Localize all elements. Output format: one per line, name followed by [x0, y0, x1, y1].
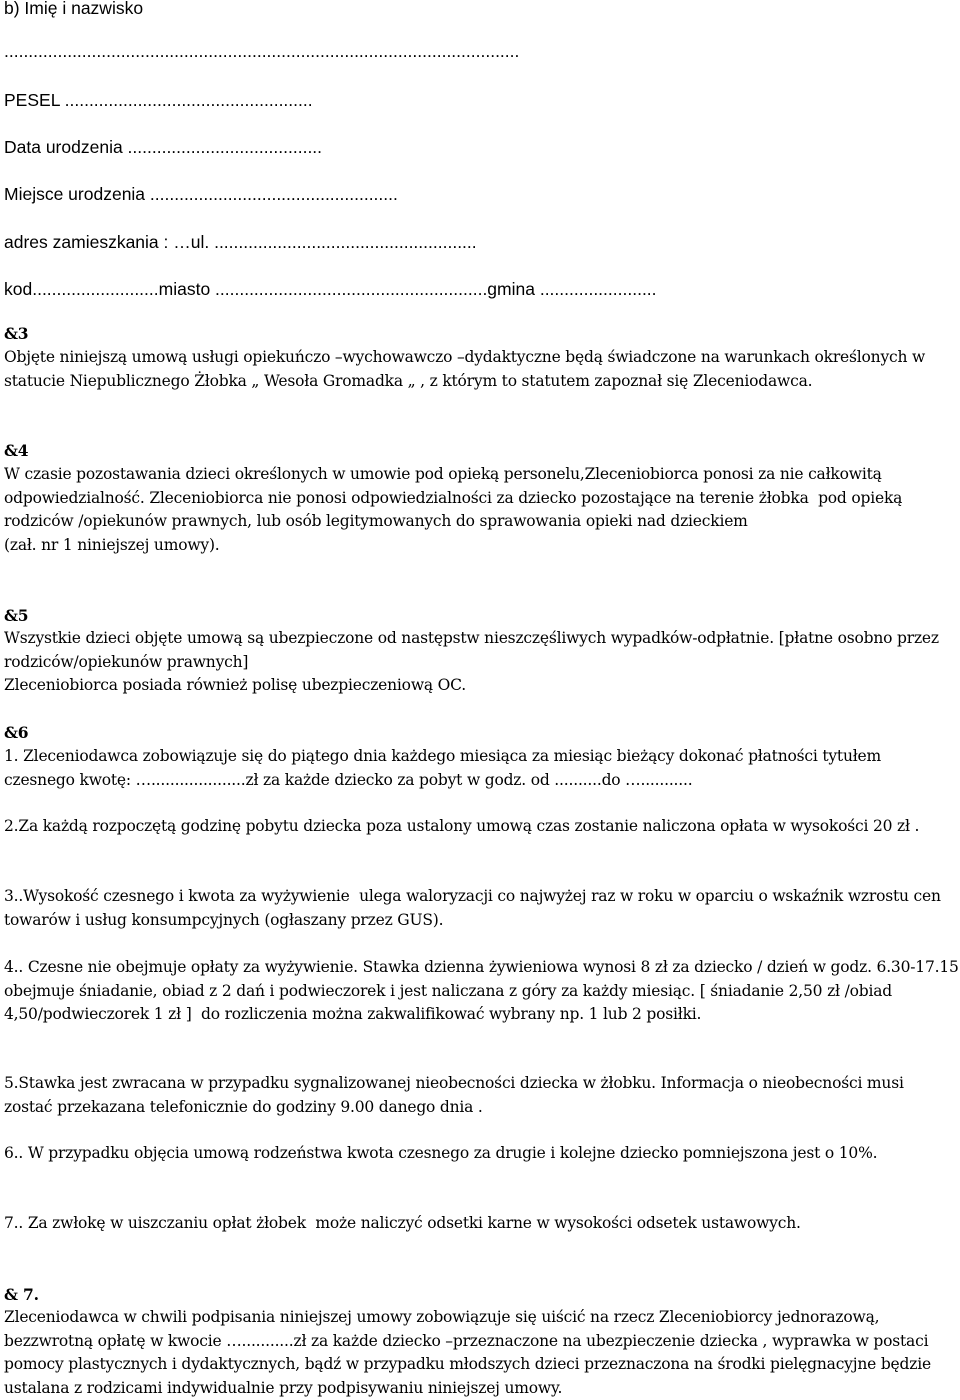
name-label: b) Imię i nazwisko: [4, 0, 144, 18]
section-6-point-1: 1. Zleceniodawca zobowiązuje się do piątego dnia każdego miesiąca za miesiąc bieżący dokonać płatności tytułem czesnego kwotę: …....................zł za każde dziecko za pobyt w godz. od ..........do …...........: [4, 747, 886, 789]
section-5-heading: &5: [4, 606, 29, 625]
section-5-body: Wszystkie dzieci objęte umową są ubezpieczone od następstw nieszczęśliwych wypadków-odpłatnie. [płatne osobno przez rodziców/opiekunów prawnych] Zleceniobiorca posiada również polisę ubezpieczeniową OC.: [4, 629, 939, 694]
section-3-body: Objęte niniejszą umową usługi opiekuńczo –wychowawczo –dydaktyczne będą świadczone na warunkach określonych w statucie Niepublicznego Żłobka „ Wesoła Gromadka „ , z którym to statutem zapoznał się Zleceniodawca.: [4, 348, 930, 390]
section-6-point-7: 7.. Za zwłokę w uiszczaniu opłat żłobek może naliczyć odsetki karne w wysokości odsetek ustawowych.: [4, 1214, 801, 1232]
section-6-point-6: 6.. W przypadku objęcia umową rodzeństwa kwota czesnego za drugie i kolejne dziecko pomniejszona jest o 10%.: [4, 1144, 878, 1162]
birth-place-field: Miejsce urodzenia ...................................................: [4, 184, 398, 204]
section-7-body: Zleceniodawca w chwili podpisania niniejszej umowy zobowiązuje się uiścić na rzecz Zleceniobiorcy jednorazową, bezzwrotną opłatę w kwocie …...........zł za każde dziecko –przeznaczone na ubezpieczenie dziecka , wyprawka w postaci pomocy plastycznych i dydaktycznych, bądź w przypadku młodszych dzieci przeznaczona na środki pielęgnacyjne będzie ustalana z rodzicami indywidualnie przy podpisywaniu niniejszej umowy.: [4, 1308, 936, 1397]
section-3-heading: &3: [4, 324, 29, 343]
section-6-point-3: 3..Wysokość czesnego i kwota za wyżywienie ulega waloryzacji co najwyżej raz w roku w oparciu o wskaźnik wzrostu cen towarów i usług konsumpcyjnych (ogłaszany przez GUS).: [4, 887, 946, 929]
postal-city-field: kod..........................miasto ........................................................gmina ........................: [4, 279, 657, 299]
section-6-point-4: 4.. Czesne nie obejmuje opłaty za wyżywienie. Stawka dzienna żywieniowa wynosi 8 zł za dziecko / dzień w godz. 6.30-17.15 obejmuje śniadanie, obiad z 2 dań i podwieczorek i jest naliczana z góry za każdy miesiąc. [ śniadanie 2,50 zł /obiad 4,50/podwieczorek 1 zł ] do rozliczenia można zakwalifikować wybrany np. 1 lub 2 posiłki.: [4, 958, 959, 1023]
name-line: ..........................................................................................................: [4, 41, 520, 61]
section-6-heading: &6: [4, 723, 29, 742]
section-7-heading: & 7.: [4, 1285, 39, 1304]
birth-date-field: Data urodzenia ........................................: [4, 137, 323, 157]
address-field: adres zamieszkania : …ul. ......................................................: [4, 232, 477, 252]
section-6-point-5: 5.Stawka jest zwracana w przypadku sygnalizowanej nieobecności dziecka w żłobku. Informacja o nieobecności musi zostać przekazana telefonicznie do godziny 9.00 danego dnia .: [4, 1074, 909, 1116]
section-4-body: W czasie pozostawania dzieci określonych w umowie pod opieką personelu,Zleceniobiorca ponosi za nie całkowitą odpowiedzialność. Zleceniobiorca nie ponosi odpowiedzialności za dziecko pozostające na terenie żłobka pod opieką rodziców /opiekunów prawnych, lub osób legitymowanych do sprawowania opieki nad dzieckiem (zał. nr 1 niniejszej umowy).: [4, 465, 903, 554]
section-6-point-2: 2.Za każdą rozpoczętą godzinę pobytu dziecka poza ustalony umową czas zostanie naliczona opłata w wysokości 20 zł .: [4, 817, 920, 835]
section-4-heading: &4: [4, 441, 29, 460]
pesel-field: PESEL ...................................................: [4, 90, 313, 110]
